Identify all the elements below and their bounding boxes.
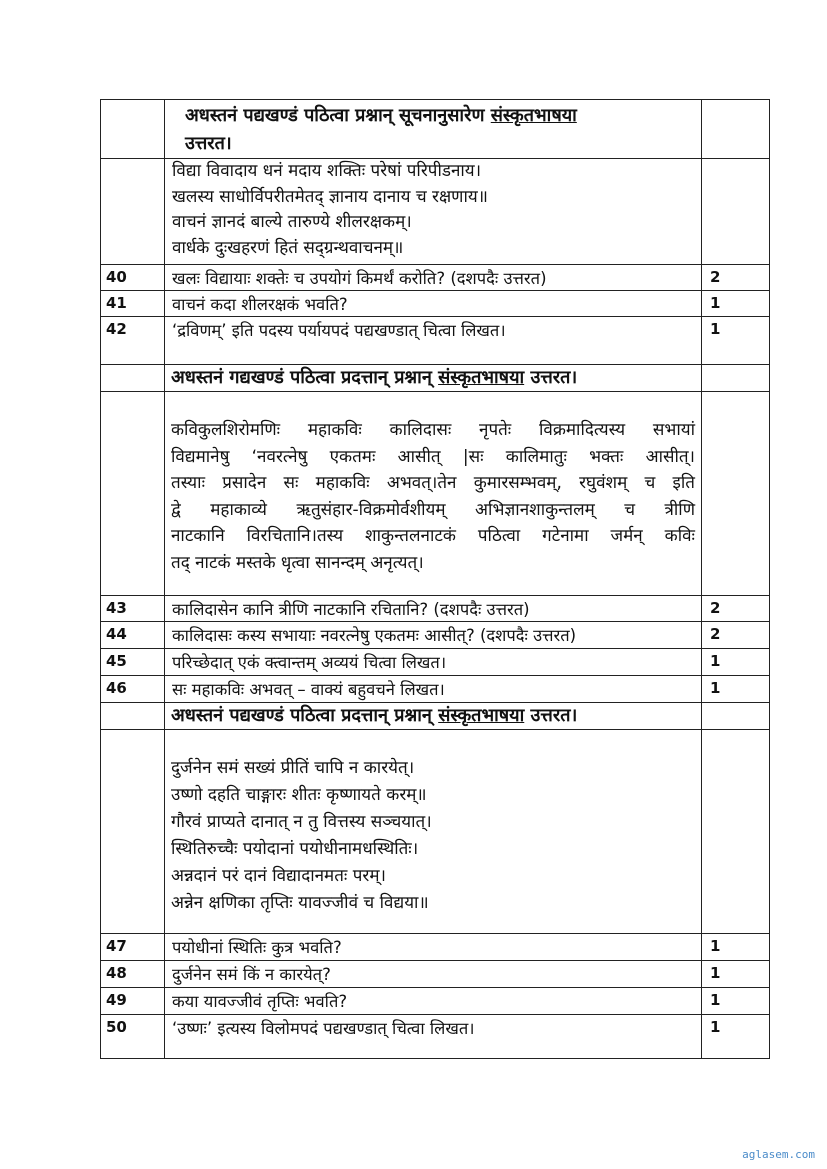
question-row: [101, 988, 770, 1015]
question-marks: 1: [702, 934, 770, 961]
question-marks: 1: [702, 649, 770, 676]
section3-heading: अधस्तनं पद्यखण्डं पठित्वा प्रदत्तान् प्रश्नान् संस्कृतभाषया उत्तरत।: [165, 703, 702, 730]
watermark: aglasem.com: [742, 1148, 815, 1161]
question-row: [101, 961, 770, 988]
question-table: [100, 99, 770, 1059]
question-number: 40: [101, 265, 165, 291]
section2-passage-row: [101, 392, 770, 596]
question-row: [101, 649, 770, 676]
question-row: [101, 622, 770, 649]
heading-emphasis: संस्कृतभाषया: [438, 367, 525, 388]
question-text: कालिदासेन कानि त्रीणि नाटकानि रचितानि? (दशपदैः उत्तरत): [165, 596, 702, 622]
question-number: 48: [101, 961, 165, 988]
question-marks: 1: [702, 317, 770, 365]
section1-verse-row: [101, 159, 770, 265]
question-number: 45: [101, 649, 165, 676]
question-marks: 2: [702, 596, 770, 622]
question-number: 44: [101, 622, 165, 649]
heading-emphasis: संस्कृतभाषया: [490, 105, 577, 126]
question-number: 46: [101, 676, 165, 703]
question-row: [101, 265, 770, 291]
question-text: कालिदासः कस्य सभायाः नवरत्नेषु एकतमः आसीत्? (दशपदैः उत्तरत): [165, 622, 702, 649]
question-row: [101, 1015, 770, 1059]
question-row: [101, 596, 770, 622]
question-marks: 1: [702, 1015, 770, 1059]
section2-heading: अधस्तनं गद्यखण्डं पठित्वा प्रदत्तान् प्रश्नान् संस्कृतभाषया उत्तरत।: [165, 365, 702, 392]
question-marks: 2: [702, 622, 770, 649]
heading-emphasis: संस्कृतभाषया: [438, 705, 525, 726]
question-marks: 1: [702, 676, 770, 703]
question-row: [101, 291, 770, 317]
section1-heading: अधस्तनं पद्यखण्डं पठित्वा प्रश्नान् सूचनानुसारेण संस्कृतभाषया उत्तरत।: [165, 100, 702, 159]
question-marks: 1: [702, 988, 770, 1015]
question-text: परिच्छेदात् एकं क्त्वान्तम् अव्ययं चित्वा लिखत।: [165, 649, 702, 676]
question-text: खलः विद्यायाः शक्तेः च उपयोगं किमर्थं करोति? (दशपदैः उत्तरत): [165, 265, 702, 291]
question-row: [101, 934, 770, 961]
section3-verse: दुर्जनेन समं सख्यं प्रीतिं चापि न कारयेत्। उष्णो दहति चाङ्गारः शीतः कृष्णायते करम्॥ गौरवं प्राप्यते दानात् न तु वित्तस्य सञ्चयात्। स्थितिरुच्चैः पयोदानां पयोधीनामधस्थितिः। अन्नदानं परं दानं विद्यादानमतः परम्। अन्नेन क्षणिका तृप्तिः यावज्जीवं च विद्यया॥: [165, 730, 702, 934]
question-number: 43: [101, 596, 165, 622]
question-text: ‘उष्णः’ इत्यस्य विलोमपदं पद्यखण्डात् चित्वा लिखत।: [165, 1015, 702, 1059]
section3-heading-row: [101, 703, 770, 730]
question-text: ‘द्रविणम्’ इति पदस्य पर्यायपदं पद्यखण्डात् चित्वा लिखत।: [165, 317, 702, 365]
question-text: पयोधीनां स्थितिः कुत्र भवति?: [165, 934, 702, 961]
question-marks: 1: [702, 961, 770, 988]
section3-verse-row: [101, 730, 770, 934]
section1-heading-row: [101, 100, 770, 159]
question-number: 41: [101, 291, 165, 317]
question-number: 47: [101, 934, 165, 961]
question-number: 49: [101, 988, 165, 1015]
section2-passage: कविकुलशिरोमणिः महाकविः कालिदासः नृपतेः विक्रमादित्यस्य सभायां विद्यमानेषु ‘नवरत्नेषु एकतमः आसीत् |सः कालिमातुः भक्तः आसीत्। तस्याः प्रसादेन सः महाकविः अभवत्।तेन कुमारसम्भवम्, रघुवंशम् च इति द्वे महाकाव्ये ऋतुसंहार-विक्रमोर्वशीयम् अभिज्ञानशाकुन्तलम् च त्रीणि नाटकानि विरचितानि।तस्य शाकुन्तलनाटकं पठित्वा गटेनामा जर्मन् कविः तद् नाटकं मस्तके धृत्वा सानन्दम् अनृत्यत्।: [165, 392, 702, 596]
question-text: सः महाकविः अभवत् – वाक्यं बहुवचने लिखत।: [165, 676, 702, 703]
question-text: कया यावज्जीवं तृप्तिः भवति?: [165, 988, 702, 1015]
question-marks: 1: [702, 291, 770, 317]
question-row: [101, 317, 770, 365]
question-text: दुर्जनेन समं किं न कारयेत्?: [165, 961, 702, 988]
section2-heading-row: [101, 365, 770, 392]
question-number: 42: [101, 317, 165, 365]
question-number: 50: [101, 1015, 165, 1059]
section1-verse: विद्या विवादाय धनं मदाय शक्तिः परेषां परिपीडनाय। खलस्य साधोर्विपरीतमेतद् ज्ञानाय दानाय च रक्षणाय॥ वाचनं ज्ञानदं बाल्ये तारुण्ये शीलरक्षकम्। वार्धके दुःखहरणं हितं सद्ग्रन्थवाचनम्॥: [165, 159, 702, 265]
question-marks: 2: [702, 265, 770, 291]
question-text: वाचनं कदा शीलरक्षकं भवति?: [165, 291, 702, 317]
question-row: [101, 676, 770, 703]
